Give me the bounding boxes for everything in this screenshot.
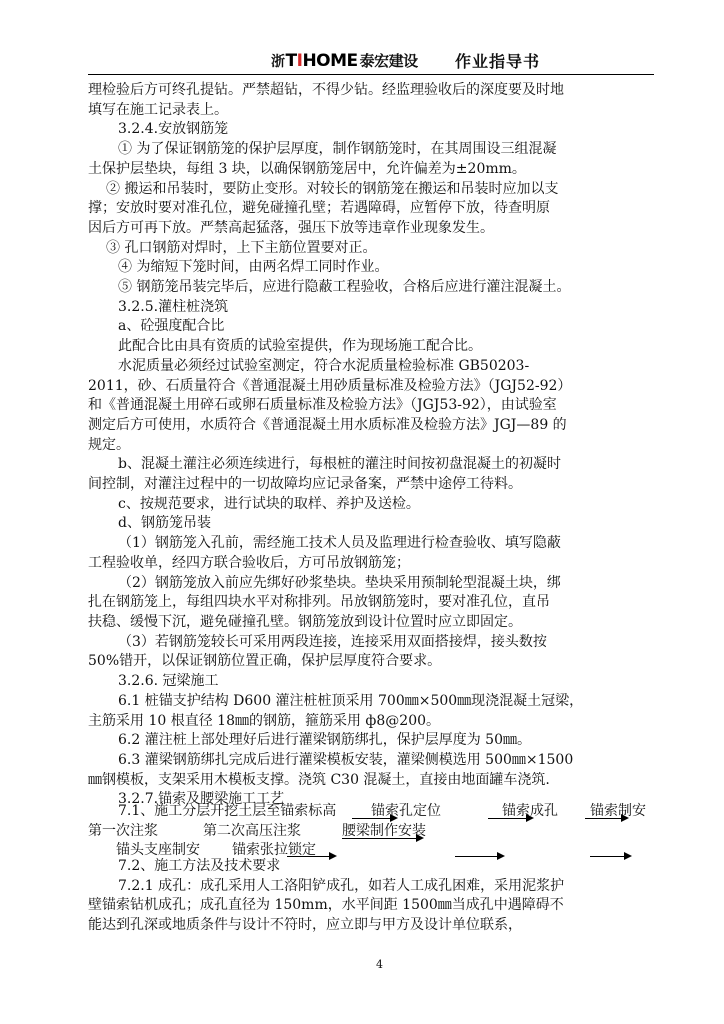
body-line: b、混凝土灌注必须连续进行，每根桩的灌注时间按初盘混凝土的初凝时 bbox=[118, 456, 561, 473]
body-line: 6.2 灌注桩上部处理好后进行灌梁钢筋绑扎，保护层厚度为 50㎜。 bbox=[118, 732, 531, 749]
document-body-continued bbox=[88, 857, 654, 936]
body-line: 壁锚索钻机成孔；成孔直径为 150mm，水平间距 1500㎜当成孔中遇障碍不 bbox=[88, 897, 564, 914]
flow-step-waist-beam: 腰梁制作安装 bbox=[342, 823, 426, 839]
flow-step-install-anchor: 锚索制安 bbox=[590, 803, 646, 819]
flow-arrow bbox=[585, 818, 627, 819]
flow-step-first-grouting: 第一次注浆 bbox=[88, 823, 158, 839]
body-line: ① 为了保证钢筋笼的保护层厚度，制作钢筋笼时，在其周围设三组混凝 bbox=[118, 141, 557, 158]
flow-step-anchor-support: 锚头支座制安 bbox=[116, 842, 200, 858]
body-line: 能达到孔深或地质条件与设计不符时，应立即与甲方及设计单位联系， bbox=[88, 917, 522, 934]
logo-prefix: 浙 bbox=[271, 54, 285, 70]
body-line: 此配合比由具有资质的试验室提供，作为现场施工配合比。 bbox=[118, 338, 482, 355]
section-heading: 7.2、施工方法及技术要求 bbox=[118, 858, 281, 874]
flow-arrow bbox=[352, 818, 396, 819]
flow-step-locate-hole: 锚索孔定位 bbox=[371, 803, 441, 819]
body-line: 水泥质量必须经过试验室测定，符合水泥质量检验标准 GB50203- bbox=[118, 357, 530, 374]
flow-step-excavate: 7.1、施工分层开挖土层至锚索标高 bbox=[118, 803, 337, 819]
logo-t: T bbox=[285, 51, 297, 71]
body-line: c、按规范要求，进行试块的取样、养护及送检。 bbox=[118, 495, 420, 512]
body-line: 土保护层垫块，每组 3 块，以确保钢筋笼居中，允许偏差为±20mm。 bbox=[88, 160, 526, 177]
page-number: 4 bbox=[376, 958, 383, 971]
body-line: 规定。 bbox=[88, 436, 130, 453]
logo-company-name: 泰宏建设 bbox=[359, 52, 418, 70]
section-heading: 3.2.6. 冠梁施工 bbox=[118, 673, 219, 690]
body-line: d、钢筋笼吊装 bbox=[118, 515, 211, 532]
section-heading: 3.2.5.灌柱桩浇筑 bbox=[118, 298, 229, 315]
section-heading: 3.2.4.安放钢筋笼 bbox=[118, 121, 229, 138]
body-line: ② 搬运和吊装时，要防止变形。对较长的钢筋笼在搬运和吊装时应加以支 bbox=[106, 180, 559, 197]
flow-arrow bbox=[488, 818, 532, 819]
body-line: 主筋采用 10 根直径 18㎜的钢筋，箍筋采用 ф8@200。 bbox=[88, 712, 441, 729]
body-line: （1）钢筋笼入孔前，需经施工技术人员及监理进行检查验收、填写隐蔽 bbox=[118, 535, 561, 552]
body-line: 6.1 桩锚支护结构 D600 灌注桩桩顶采用 700㎜×500㎜现浇混凝土冠梁， bbox=[118, 692, 584, 709]
document-title: 作业指导书 bbox=[455, 52, 541, 71]
logo-home: HOME bbox=[302, 51, 358, 71]
body-line: ③ 孔口钢筋对焊时，上下主筋位置要对正。 bbox=[106, 239, 377, 256]
body-line: 50%错开，以保证钢筋位置正确，保护层厚度符合要求。 bbox=[88, 653, 442, 670]
body-line: 和《普通混凝土用碎石或卵石质量标准及检验方法》（JGJ53-92），由试验室 bbox=[88, 397, 557, 414]
body-line: ④ 为缩短下笼时间，由两名焊工同时作业。 bbox=[118, 259, 389, 276]
body-line: 填写在施工记录表上。 bbox=[88, 101, 228, 118]
body-line: 2011，砂、石质量符合《普通混凝土用砂质量标准及检验方法》（JGJ52-92） bbox=[88, 377, 572, 394]
body-line: 6.3 灌梁钢筋绑扎完成后进行灌梁模板安装，灌梁侧模选用 500㎜×1500 bbox=[118, 751, 574, 768]
body-line: 工程验收单，经四方联合验收后，方可吊放钢筋笼； bbox=[88, 554, 410, 571]
body-line: 因后方可再下放。严禁高起猛落，强压下放等违章作业现象发生。 bbox=[88, 219, 494, 236]
flow-step-second-grouting: 第二次高压注浆 bbox=[203, 823, 301, 839]
company-logo bbox=[271, 50, 418, 71]
body-line: 理检验后方可终孔提钻。严禁超钻，不得少钻。经监理验收后的深度要及时地 bbox=[88, 82, 564, 98]
body-line: 7.2.1 成孔：成孔采用人工洛阳铲成孔，如若人工成孔困难，采用泥浆护 bbox=[118, 877, 565, 894]
body-line: 撑；安放时要对准孔位，避免碰撞孔壁；若遇障碍，应暂停下放，待查明原 bbox=[88, 200, 550, 217]
flow-step-tension-lock: 锚索张拉锁定 bbox=[232, 842, 316, 858]
body-line: 扶稳、缓慢下沉，避免碰撞孔壁。钢筋笼放到设计位置时应立即固定。 bbox=[88, 613, 522, 630]
body-line: 扎在钢筋笼上，每组四块水平对称排列。吊放钢筋笼时，要对准孔位，直吊 bbox=[88, 594, 550, 611]
section-heading: 3.2.7.锚索及腰梁施工工艺 bbox=[118, 791, 285, 808]
body-line: （2）钢筋笼放入前应先绑好砂浆垫块。垫块采用预制轮型混凝土块，绑 bbox=[118, 574, 561, 591]
body-line: 测定后方可使用，水质符合《普通混凝土用水质标准及检验方法》JGJ—89 的 bbox=[88, 416, 567, 433]
body-line: 间控制，对灌注过程中的一切故障均应记录备案，严禁中途停工待料。 bbox=[88, 476, 522, 493]
document-body bbox=[88, 81, 654, 810]
page-header bbox=[88, 46, 654, 76]
flow-step-drill-hole: 锚索成孔 bbox=[502, 803, 558, 819]
logo-i: I bbox=[296, 51, 303, 71]
body-line: a、砼强度配合比 bbox=[118, 318, 225, 335]
flow-arrow bbox=[342, 838, 422, 839]
header-divider bbox=[88, 74, 654, 75]
body-line: （3）若钢筋笼较长可采用两段连接，连接采用双面搭接焊，接头数按 bbox=[118, 633, 547, 650]
body-line: ⑤ 钢筋笼吊装完毕后，应进行隐蔽工程验收，合格后应进行灌注混凝土。 bbox=[118, 279, 571, 296]
body-line: ㎜钢模板，支架采用木模板支撑。浇筑 C30 混凝土，直接由地面罐车浇筑. bbox=[88, 771, 550, 788]
